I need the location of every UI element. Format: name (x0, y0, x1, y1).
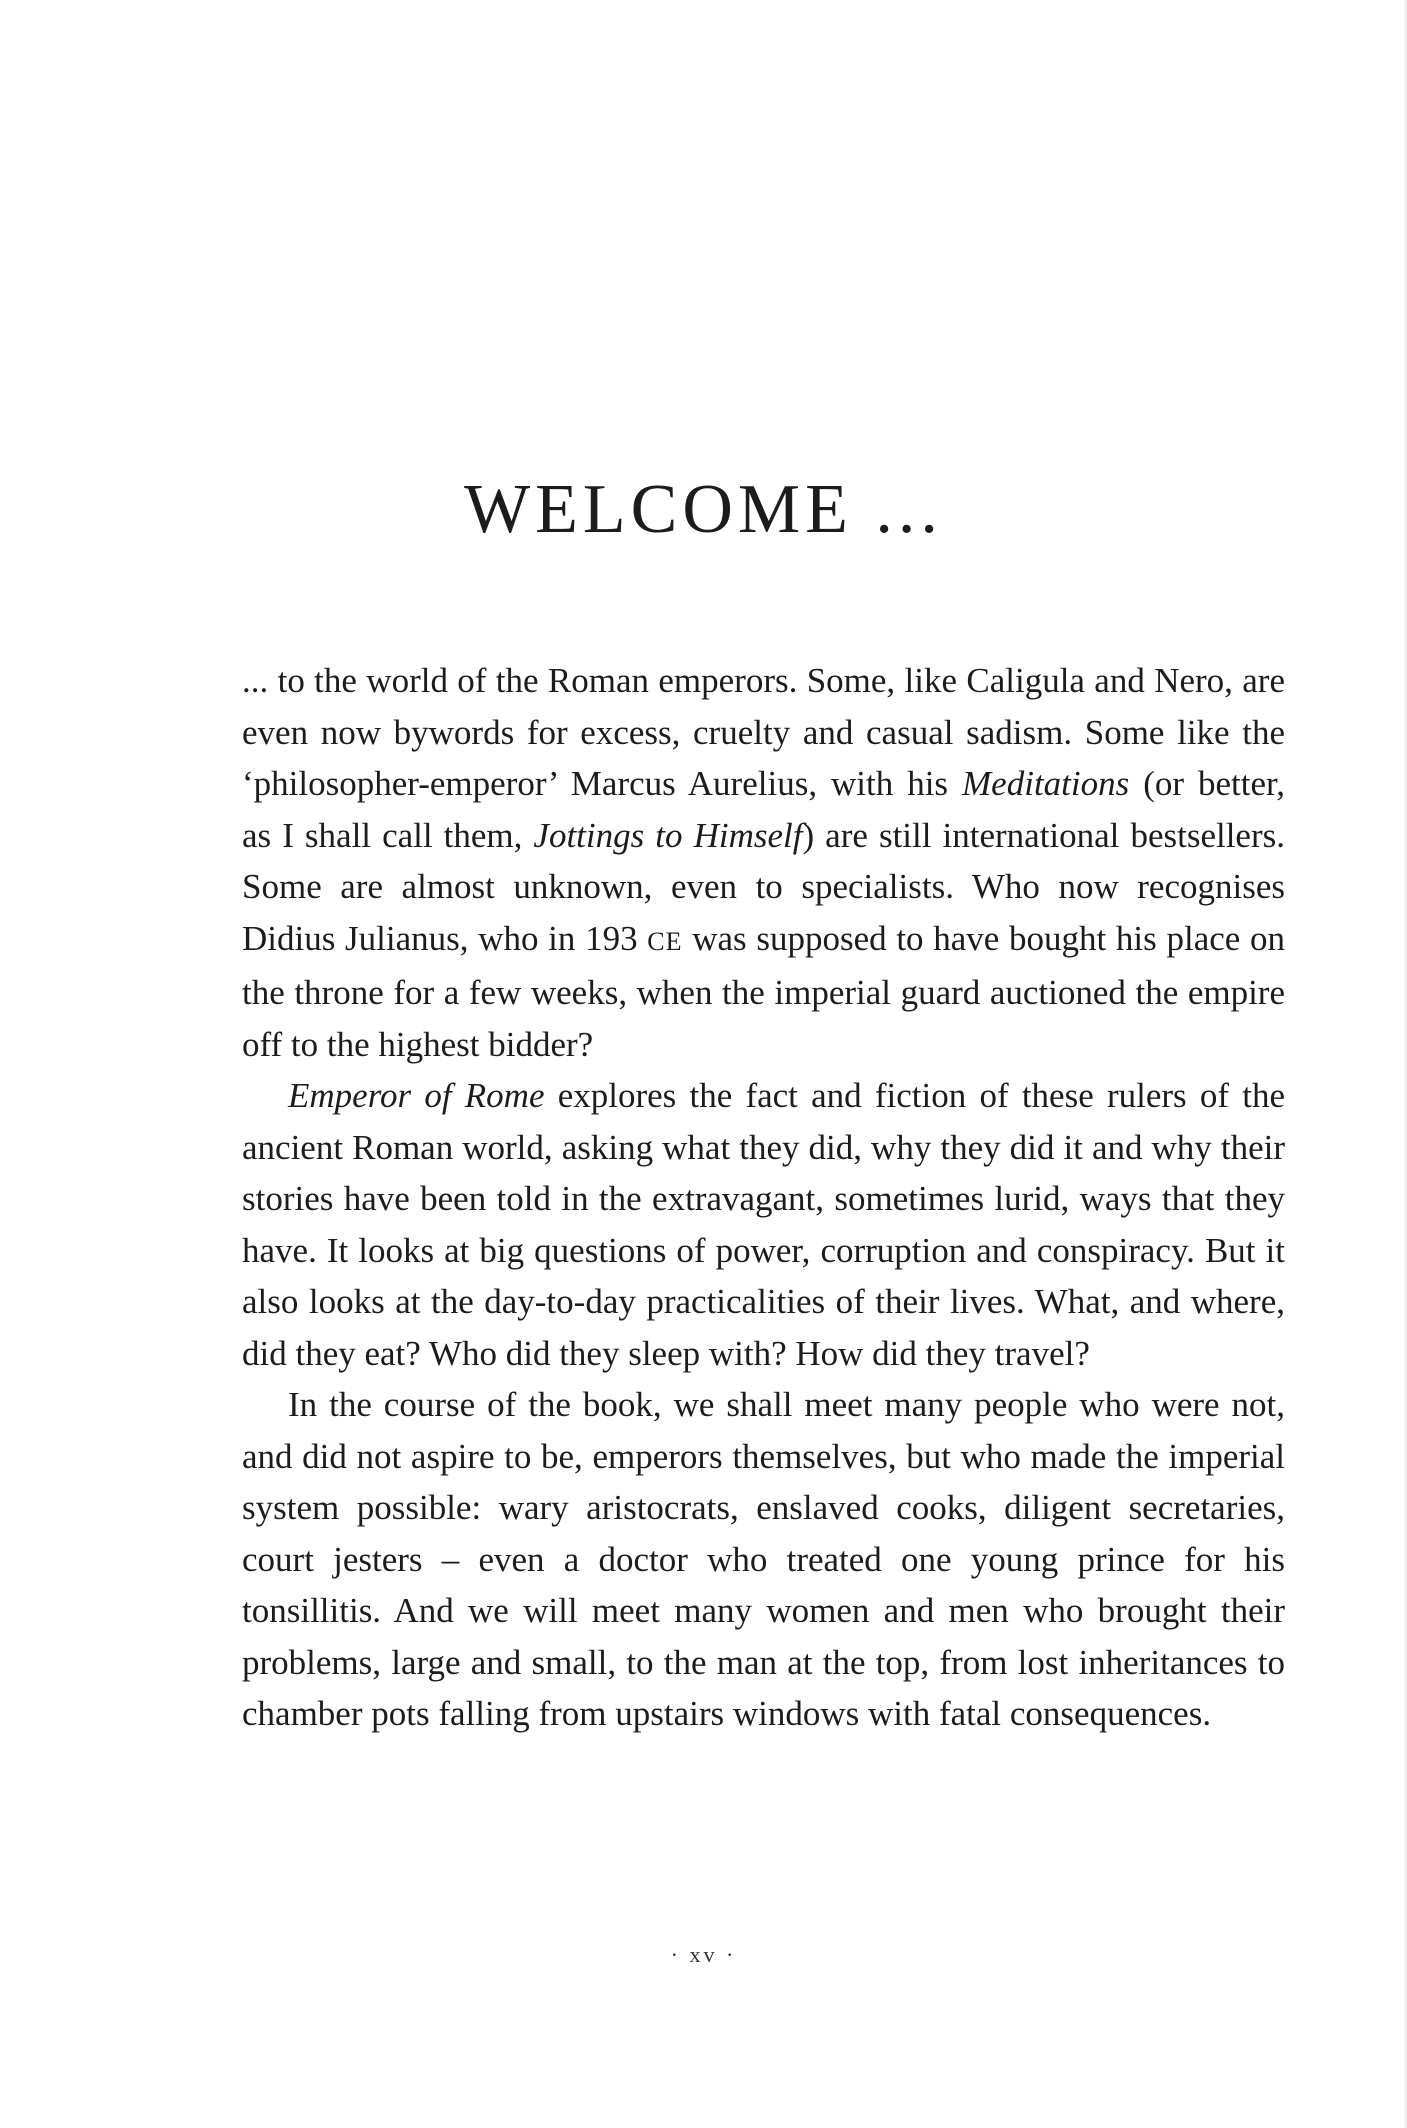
era-abbreviation: CE (647, 926, 683, 956)
page-number: · xv · (670, 1942, 737, 1967)
paragraph-1-text-d: was supposed to have bought his place on the throne for a few weeks, when the imperial guard auctioned the empire off to the highest bidder? (242, 918, 1285, 1064)
paragraph-1-text-a: ... to the world of the Roman emperors. Some, like Caligula and Nero, are even now bywords for excess, cruelty and casual sadism. Some like the ‘philosopher-emperor’ Marcus Aurelius, with his (242, 661, 1285, 803)
book-title-emperor-of-rome: Emperor of Rome (288, 1076, 545, 1115)
chapter-title: WELCOME ... (464, 471, 943, 548)
chapter-body (242, 655, 1285, 1740)
paragraph-1-text-c: ) are still international bestsellers. Some are almost unknown, even to specialists. Who now recognises Didius Julianus, who in 193 (242, 815, 1285, 958)
book-title-meditations: Meditations (962, 764, 1130, 803)
paragraph-1-text-b: (or better, as I shall call them, (242, 764, 1286, 855)
paragraph-3: In the course of the book, we shall meet many people who were not, and did not aspire to be, emperors themselves, but who made the imperial system possible: wary aristocrats, enslaved cooks, diligent secretaries, court jesters – even a doctor who treated one young prince for his tonsillitis. And we will meet many women and men who brought their problems, large and small, to the man at the top, from lost inheritances to chamber pots falling from upstairs windows with fatal consequences. (242, 1385, 1285, 1733)
paragraph-1 (242, 655, 1285, 1070)
paragraph-2-text: explores the fact and fiction of these rulers of the ancient Roman world, asking what they did, why they did it and why their stories have been told in the extravagant, sometimes lurid, ways that they have. It looks at big questions of power, corruption and conspiracy. But it also looks at the day-to-day practicalities of their lives. What, and where, did they eat? Who did they sleep with? How did they travel? (242, 1076, 1285, 1373)
book-title-jottings: Jottings to Himself (533, 815, 803, 855)
paragraph-2 (242, 1070, 1285, 1379)
